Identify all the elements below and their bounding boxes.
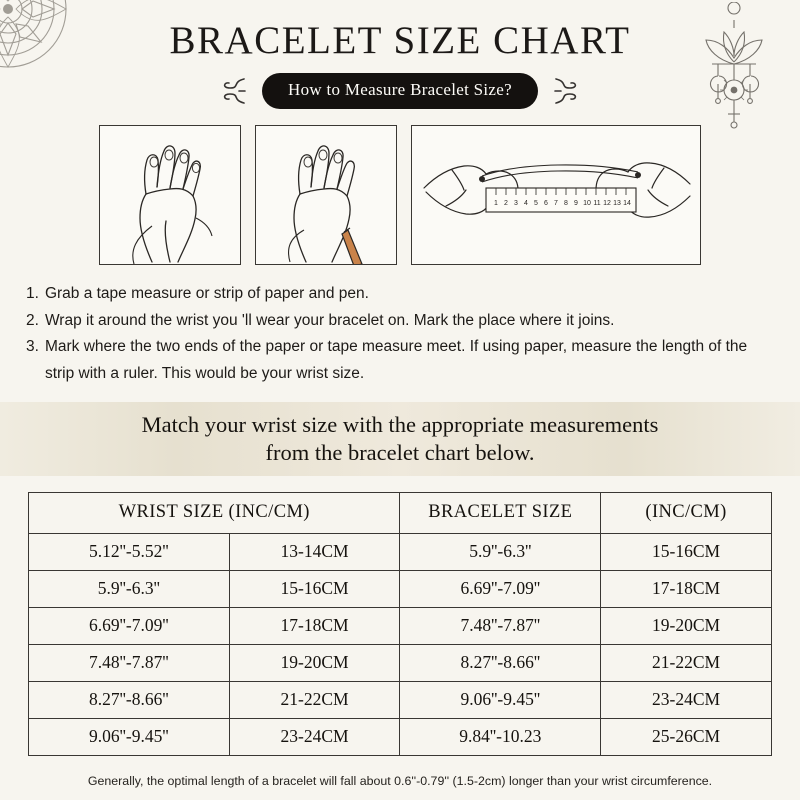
svg-text:8: 8 xyxy=(564,200,568,207)
cell-bracelet-inch: 8.27''-8.66'' xyxy=(400,644,601,681)
scroll-flourish-icon xyxy=(548,74,582,108)
cell-wrist-cm: 15-16CM xyxy=(229,570,400,607)
cell-wrist-cm: 19-20CM xyxy=(229,644,400,681)
svg-text:10: 10 xyxy=(583,200,591,207)
cell-bracelet-cm: 21-22CM xyxy=(601,644,772,681)
cell-bracelet-inch: 9.06''-9.45'' xyxy=(400,681,601,718)
bracelet-size-table xyxy=(28,492,772,756)
column-header-wrist-size: WRIST SIZE (INC/CM) xyxy=(29,492,400,533)
cell-wrist-inch: 8.27''-8.66'' xyxy=(29,681,230,718)
table-row xyxy=(29,607,772,644)
page-title: BRACELET SIZE CHART xyxy=(169,19,631,62)
subtitle-row xyxy=(0,73,800,109)
column-header-bracelet-units: (INC/CM) xyxy=(601,492,772,533)
svg-text:9: 9 xyxy=(574,200,578,207)
table-header-row xyxy=(29,492,772,533)
table-row xyxy=(29,570,772,607)
steps-list xyxy=(26,281,774,388)
svg-text:14: 14 xyxy=(623,200,631,207)
cell-bracelet-inch: 5.9''-6.3'' xyxy=(400,533,601,570)
svg-text:4: 4 xyxy=(524,200,528,207)
step-text: Wrap it around the wrist you 'll wear your bracelet on. Mark the place where it joins. xyxy=(44,311,615,329)
svg-text:5: 5 xyxy=(534,200,538,207)
svg-text:3: 3 xyxy=(514,200,518,207)
cell-wrist-inch: 5.12''-5.52'' xyxy=(29,533,230,570)
cell-wrist-inch: 7.48''-7.87'' xyxy=(29,644,230,681)
cell-bracelet-cm: 15-16CM xyxy=(601,533,772,570)
banner-line-2: from the bracelet chart below. xyxy=(265,439,535,465)
footnote: Generally, the optimal length of a bracelet will fall about 0.6''-0.79'' (1.5-2cm) longer than your wrist circumference. xyxy=(87,774,713,788)
match-size-banner xyxy=(0,402,800,476)
step-number: 1. xyxy=(26,285,39,302)
step-number: 2. xyxy=(26,311,39,329)
subtitle-pill: How to Measure Bracelet Size? xyxy=(262,73,538,109)
svg-text:7: 7 xyxy=(554,200,558,207)
step-number: 3. xyxy=(26,338,39,356)
cell-bracelet-cm: 17-18CM xyxy=(601,570,772,607)
cell-bracelet-inch: 6.69''-7.09'' xyxy=(400,570,601,607)
cell-bracelet-cm: 19-20CM xyxy=(601,607,772,644)
svg-text:6: 6 xyxy=(544,200,548,207)
hand-with-tape-measure-illustration xyxy=(99,125,241,265)
cell-bracelet-cm: 25-26CM xyxy=(601,718,772,755)
cell-wrist-inch: 9.06''-9.45'' xyxy=(29,718,230,755)
size-table-wrapper xyxy=(28,492,772,756)
svg-text:1: 1 xyxy=(494,200,498,207)
cell-bracelet-cm: 23-24CM xyxy=(601,681,772,718)
svg-text:12: 12 xyxy=(603,200,611,207)
table-row xyxy=(29,681,772,718)
list-item xyxy=(26,281,774,308)
banner-line-1: Match your wrist size with the appropriate measurements xyxy=(141,411,659,437)
cell-wrist-cm: 23-24CM xyxy=(229,718,400,755)
cell-wrist-inch: 5.9''-6.3'' xyxy=(29,570,230,607)
hands-measuring-strip-with-ruler-illustration xyxy=(411,125,701,265)
list-item xyxy=(26,334,774,387)
hand-marking-strip-illustration xyxy=(255,125,397,265)
svg-text:2: 2 xyxy=(504,200,508,207)
scroll-flourish-icon xyxy=(218,74,252,108)
cell-wrist-cm: 17-18CM xyxy=(229,607,400,644)
table-row xyxy=(29,533,772,570)
cell-wrist-cm: 21-22CM xyxy=(229,681,400,718)
cell-bracelet-inch: 7.48''-7.87'' xyxy=(400,607,601,644)
cell-bracelet-inch: 9.84''-10.23 xyxy=(400,718,601,755)
cell-wrist-cm: 13-14CM xyxy=(229,533,400,570)
svg-text:11: 11 xyxy=(593,200,601,207)
cell-wrist-inch: 6.69''-7.09'' xyxy=(29,607,230,644)
table-row xyxy=(29,718,772,755)
list-item xyxy=(26,308,774,335)
svg-text:13: 13 xyxy=(613,200,621,207)
column-header-bracelet-size: BRACELET SIZE xyxy=(400,492,601,533)
illustration-row xyxy=(0,125,800,265)
step-text: Mark where the two ends of the paper or tape measure meet. If using paper, measure the length of the strip with a ruler. This would be your wrist size. xyxy=(44,338,748,382)
table-row xyxy=(29,644,772,681)
step-text: Grab a tape measure or strip of paper and pen. xyxy=(44,285,369,302)
